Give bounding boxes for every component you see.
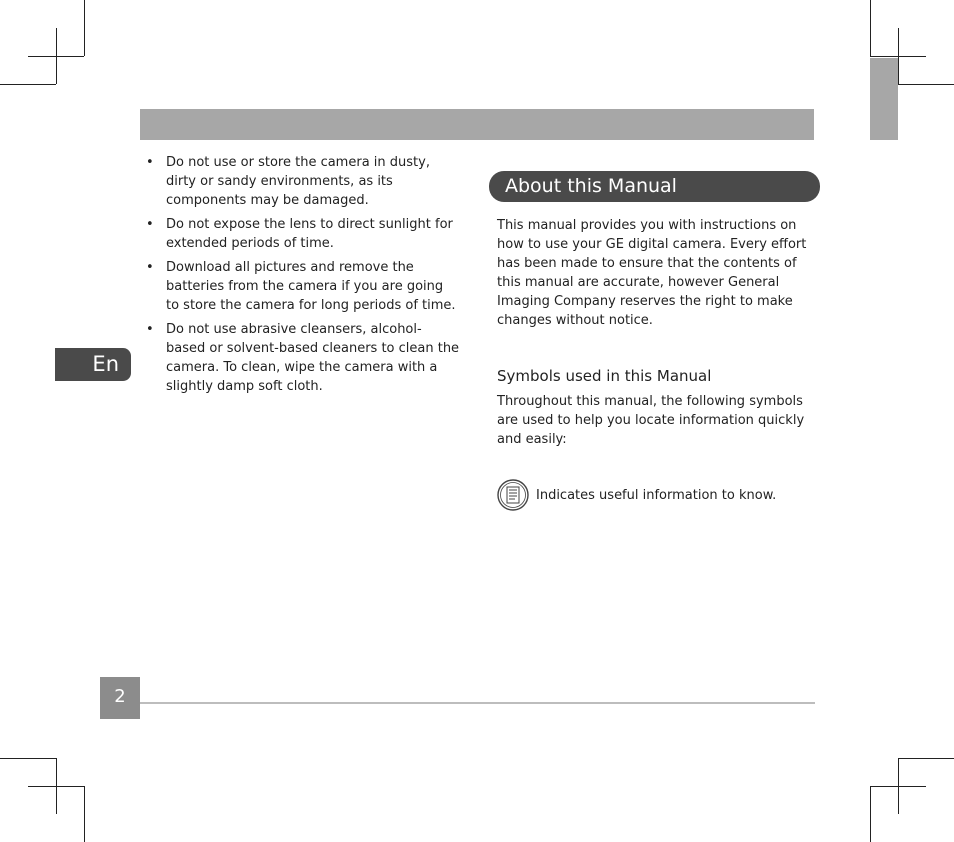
note-legend	[497, 479, 776, 511]
header-bar	[140, 109, 814, 140]
crop-mark	[870, 786, 871, 842]
bullet-icon: •	[146, 322, 154, 337]
list-item	[144, 320, 460, 396]
list-item	[144, 215, 460, 253]
crop-mark	[870, 56, 926, 57]
list-item	[144, 258, 460, 315]
crop-mark	[0, 84, 56, 85]
bullet-text: Do not expose the lens to direct sunlight for extended periods of time.	[166, 217, 453, 251]
footer-rule	[140, 702, 815, 704]
crop-mark	[870, 0, 871, 56]
bullet-icon: •	[146, 260, 154, 275]
crop-mark	[898, 758, 954, 759]
page-number: 2	[100, 677, 140, 719]
crop-mark	[870, 786, 926, 787]
bullet-icon: •	[146, 217, 154, 232]
crop-mark	[898, 84, 954, 85]
note-icon	[497, 479, 529, 511]
crop-mark	[84, 786, 85, 842]
crop-mark	[84, 0, 85, 56]
symbols-heading: Symbols used in this Manual	[497, 367, 712, 385]
bullet-text: Download all pictures and remove the batteries from the camera if you are going to store the camera for long periods of time.	[166, 260, 456, 313]
right-column	[489, 171, 821, 503]
section-tab	[870, 58, 898, 140]
symbols-body: Throughout this manual, the following symbols are used to help you locate information quickly and easily:	[497, 394, 805, 447]
language-tab: En	[55, 348, 131, 381]
list-item	[144, 153, 460, 210]
bullet-text: Do not use abrasive cleansers, alcohol-based or solvent-based cleaners to clean the camera. To clean, wipe the camera with a slightly damp soft cloth.	[166, 322, 460, 394]
bullet-icon: •	[146, 155, 154, 170]
crop-mark	[28, 56, 84, 57]
bullet-list	[144, 153, 460, 396]
about-heading: About this Manual	[489, 171, 820, 202]
bullet-text: Do not use or store the camera in dusty, dirty or sandy environments, as its components may be damaged.	[166, 155, 430, 208]
left-column	[144, 153, 460, 401]
note-text: Indicates useful information to know.	[536, 487, 777, 503]
crop-mark	[28, 786, 84, 787]
about-body: This manual provides you with instructions on how to use your GE digital camera. Every effort has been made to ensure that the contents of this manual are accurate, however General Imaging Company reserves the right to make changes without notice.	[497, 218, 807, 328]
crop-mark	[0, 758, 56, 759]
